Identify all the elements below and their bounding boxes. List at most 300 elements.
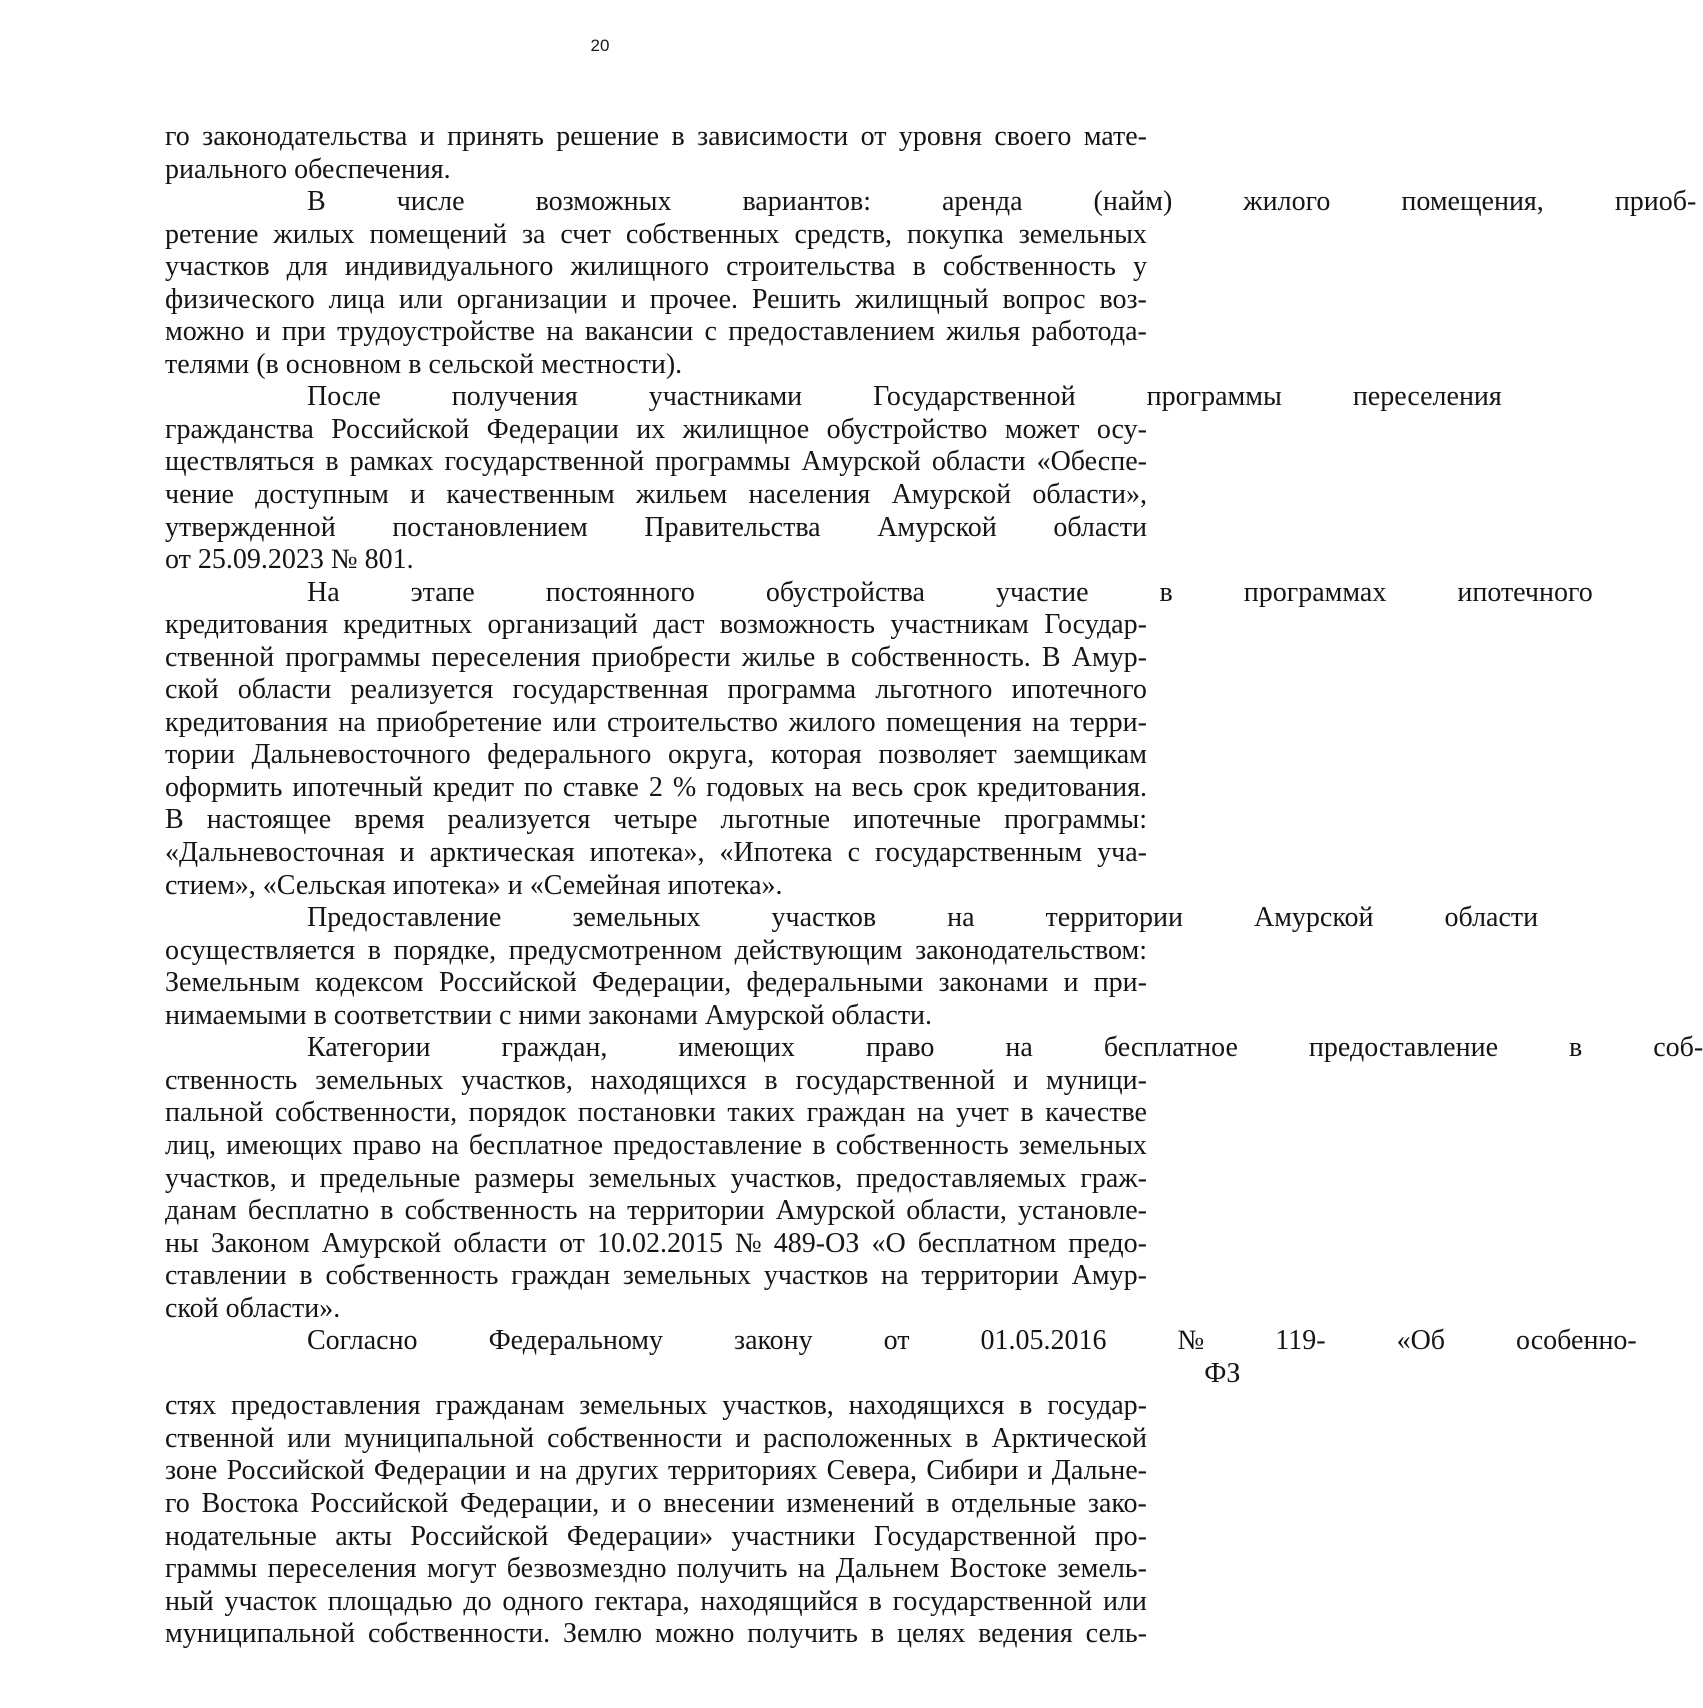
word: весь (851, 771, 904, 803)
word: Предоставление (307, 902, 502, 934)
word: ретение (165, 218, 259, 250)
word: государственной (892, 1585, 1093, 1617)
word: На (307, 576, 340, 608)
word: переселения (267, 1553, 417, 1585)
word: находящийся (700, 1585, 858, 1617)
text-line (165, 902, 1539, 935)
word: этапе (410, 576, 475, 608)
word: на (1032, 706, 1060, 738)
word: ипотечного (1457, 576, 1593, 608)
word: своего (994, 121, 1072, 152)
word: прочее. (649, 283, 738, 315)
text-line (165, 609, 1147, 642)
word: земельных (1018, 1129, 1147, 1161)
word: Востоке (949, 1553, 1047, 1585)
word: зоне (165, 1455, 218, 1487)
word: № (735, 1227, 762, 1259)
word: области (1053, 511, 1147, 543)
word: и (255, 316, 271, 348)
word: безвозмездно (506, 1553, 667, 1585)
word: ипотечный (292, 771, 423, 803)
text-line (165, 837, 1147, 870)
word: в (826, 641, 840, 673)
text-line: стием», «Сельская ипотека» и «Семейная ипотека». (165, 869, 783, 901)
word: го (165, 1487, 190, 1519)
word: земельных (315, 1064, 444, 1096)
word: программы (655, 446, 791, 478)
text-line: от 25.09.2023 № 801. (165, 544, 414, 576)
word: на (917, 1097, 945, 1129)
word: участок (224, 1585, 317, 1617)
word: Государ- (1044, 609, 1147, 641)
word: бесплатное (468, 1129, 604, 1161)
word: Федерации (486, 413, 619, 445)
word: доступным (255, 479, 389, 511)
word: муници- (1045, 1064, 1147, 1096)
text-line (165, 316, 1147, 349)
paragraph-far-east-hectare (165, 1325, 1637, 1650)
word: на (431, 1129, 459, 1161)
word: возможность (719, 609, 876, 641)
word: земель- (1057, 1553, 1147, 1585)
word: вопрос (1002, 283, 1086, 315)
word: земельных (579, 1390, 708, 1422)
word: граждан (806, 1097, 906, 1129)
word: в (671, 121, 685, 152)
word: кредитных (343, 609, 473, 641)
word: граммы (165, 1553, 258, 1585)
word: программы: (1004, 804, 1147, 836)
word: программы (1146, 381, 1282, 413)
word: кредитования. (977, 771, 1147, 803)
word: покупка (906, 218, 1004, 250)
document-body (165, 121, 1703, 1651)
word: осуществляется (165, 934, 356, 966)
word: трудоустройстве (337, 316, 535, 348)
word: физического (165, 283, 315, 315)
word: муниципальной (165, 1618, 356, 1650)
text-line (165, 935, 1147, 968)
word: порядок (468, 1097, 567, 1129)
word: при (281, 316, 326, 348)
word: приоб- (1614, 186, 1697, 218)
word: в (965, 1422, 979, 1454)
word: ипотечного (1011, 674, 1147, 706)
word: Амур- (1071, 1260, 1147, 1292)
word: жилищный (854, 283, 989, 315)
word: целях (896, 1618, 966, 1650)
word: Российской (226, 1455, 365, 1487)
word: ставлении (165, 1260, 287, 1292)
text-line (165, 381, 1502, 414)
word: программа (727, 674, 857, 706)
word: участков, (722, 1390, 834, 1422)
word: Амурской (1253, 902, 1374, 934)
word: Российской (310, 1487, 449, 1519)
text-line (165, 576, 1593, 610)
word: № (1177, 1325, 1205, 1357)
word: законодательства (202, 121, 408, 152)
text-line (165, 1521, 1147, 1554)
word: программах (1243, 576, 1387, 608)
word: участков, (165, 1162, 277, 1194)
word: получить (747, 1618, 858, 1650)
word: и (1027, 1455, 1043, 1487)
word: области (453, 1227, 547, 1259)
word: участков (165, 251, 270, 283)
word: Федерации (373, 1455, 507, 1487)
word: настоящее (206, 804, 332, 836)
word: жилого (1243, 186, 1331, 218)
word: земельных (622, 1260, 752, 1292)
word: законодательством: (915, 934, 1147, 966)
text-line (165, 967, 1147, 1000)
word: собственности (547, 1422, 723, 1454)
word: в (1159, 576, 1173, 608)
word: можно (165, 316, 245, 348)
word: участники (731, 1520, 856, 1552)
word: земельных (1018, 218, 1147, 250)
text-line: телями (в основном в сельской местности). (165, 348, 683, 380)
word: ипотека», (589, 837, 705, 869)
text-line (165, 121, 1147, 154)
text-line (165, 1423, 1147, 1456)
word: территориях (668, 1455, 818, 1487)
word: «Об (1396, 1325, 1446, 1357)
word: переселения (431, 641, 581, 673)
word: организаций (487, 609, 638, 641)
word: жилье (741, 641, 816, 673)
word: В (307, 186, 326, 218)
word: государственным (875, 837, 1083, 869)
word: Востока (201, 1487, 299, 1519)
word: предоставление (613, 1129, 803, 1161)
word: ставке (562, 771, 639, 803)
word: жильем (635, 479, 728, 511)
word: зависимости (697, 121, 849, 152)
word: в (870, 1618, 885, 1650)
word: Амурской (801, 446, 921, 478)
text-line (165, 804, 1147, 837)
word: у (1132, 251, 1147, 283)
word: Согласно (307, 1325, 418, 1357)
word: 2 (648, 771, 663, 803)
word: аренда (942, 186, 1023, 218)
word: В (1041, 641, 1061, 673)
word: ведения (978, 1618, 1073, 1650)
text-line (165, 772, 1147, 805)
paragraph-housing-options (165, 186, 1697, 381)
word: участков (763, 1260, 869, 1292)
word: области (1444, 902, 1539, 934)
word: участниками (648, 381, 803, 413)
word: «Ипотека (719, 837, 833, 869)
text-line (165, 674, 1147, 707)
word: области», (1032, 479, 1147, 511)
word: в (868, 1585, 882, 1617)
word: за (521, 218, 546, 250)
text-line (165, 1195, 1147, 1228)
word: Землю (562, 1618, 643, 1650)
word: и (610, 1487, 626, 1519)
text-line (165, 446, 1147, 479)
word: Российской (438, 967, 577, 999)
word: Федерации» (566, 1520, 714, 1552)
paragraph-continuation (165, 121, 1147, 186)
word: или (287, 1422, 332, 1454)
word: предо- (1068, 1227, 1147, 1259)
word: собственности. (367, 1618, 551, 1650)
word: кодексом (315, 967, 424, 999)
word: Федерации, (460, 1487, 600, 1519)
text-line (165, 1455, 1147, 1488)
word: Федеральному (488, 1325, 664, 1357)
text-line (165, 1553, 1147, 1586)
word: государственная (512, 674, 709, 706)
word: жилья (946, 316, 1021, 348)
word: и (620, 283, 636, 315)
word: ипотечные (853, 804, 982, 836)
word: на (947, 902, 975, 934)
word: на (588, 1195, 617, 1227)
text-line (165, 284, 1147, 317)
word: законами (938, 967, 1049, 999)
word: от (860, 121, 887, 152)
word: ществляться (165, 446, 315, 478)
word: пальной (165, 1097, 264, 1129)
word: ственной (165, 641, 275, 673)
word: внесении (663, 1487, 775, 1519)
word: Амур- (1071, 641, 1147, 673)
word: право (352, 1129, 422, 1161)
word: предоставляемых (856, 1162, 1067, 1194)
word: в (912, 251, 926, 283)
word: участков, (461, 1064, 573, 1096)
word: получить (676, 1553, 788, 1585)
word: постановки (577, 1097, 716, 1129)
word: муниципальной (344, 1422, 535, 1454)
page-number: 20 (590, 36, 610, 55)
word: соб- (1653, 1032, 1703, 1064)
word: и (735, 1422, 751, 1454)
word: уча- (1097, 837, 1147, 869)
word: на (539, 1455, 568, 1487)
word: Амурской (891, 479, 1012, 511)
text-line (165, 1228, 1147, 1261)
word: срок (913, 771, 968, 803)
word: предельные (319, 1162, 461, 1194)
word: на (797, 1553, 826, 1585)
word: сель- (1085, 1618, 1147, 1650)
text-line (165, 1325, 1637, 1390)
word: Российской (410, 1520, 549, 1552)
word: в (812, 1129, 826, 1161)
word: ственность (165, 1064, 298, 1096)
word: жилищного (570, 251, 710, 283)
word: установле- (1017, 1195, 1147, 1227)
text-line (165, 1032, 1703, 1065)
word: площадью (327, 1585, 453, 1617)
word: и (399, 837, 415, 869)
word: других (576, 1455, 659, 1487)
word: приобретение (376, 706, 543, 738)
word: отдельные (951, 1487, 1077, 1519)
word: может (1004, 413, 1080, 445)
word: обустройство (826, 413, 988, 445)
text-line: риального обеспечения. (165, 153, 451, 185)
word: области (931, 446, 1026, 478)
text-line (165, 1260, 1147, 1293)
word: на (338, 706, 366, 738)
word: участков (771, 902, 877, 934)
word: обустройства (765, 576, 925, 608)
word: можно (654, 1618, 735, 1650)
word: Амурской (775, 1195, 896, 1227)
word: оформить (165, 771, 283, 803)
word: собственность (942, 251, 1116, 283)
word: Государственной (873, 1520, 1077, 1552)
word: предусмотренном (508, 934, 723, 966)
word: ный (165, 1585, 214, 1617)
word: и (419, 121, 435, 152)
word: или (1102, 1585, 1147, 1617)
word: от (883, 1325, 910, 1357)
word: ской (165, 674, 219, 706)
word: находящихся (848, 1390, 1005, 1422)
word: решение (556, 121, 660, 152)
word: о (637, 1487, 652, 1519)
word: на (881, 1260, 909, 1292)
word: населения (748, 479, 871, 511)
word: до (463, 1585, 492, 1617)
word: помещения, (1401, 186, 1544, 218)
word: «О (871, 1227, 906, 1259)
word: округа, (668, 739, 755, 771)
word: рамках (349, 446, 434, 478)
word: право (865, 1032, 935, 1064)
word: собственных (625, 218, 780, 250)
text-line (165, 1065, 1147, 1098)
word: с (847, 837, 861, 869)
word: вакансии (584, 316, 694, 348)
paragraph-mortgage-programs (165, 576, 1593, 902)
word: одного (502, 1585, 584, 1617)
word: зако- (1087, 1487, 1147, 1519)
word: ственной (165, 1422, 275, 1454)
text-line (165, 1488, 1147, 1521)
text-line (165, 739, 1147, 772)
word: по (523, 771, 553, 803)
word: Арктической (991, 1422, 1147, 1454)
word: федерального (487, 739, 652, 771)
word: предоставлением (728, 316, 935, 348)
word: терри- (1070, 706, 1147, 738)
word: кредитования (165, 706, 328, 738)
word: собственность (835, 1129, 1009, 1161)
word: гражданам (435, 1390, 565, 1422)
word: постановлением (392, 511, 588, 543)
word: Земельным (165, 967, 300, 999)
text-line (165, 707, 1147, 740)
word: уровня (898, 121, 982, 152)
word: индивидуального (344, 251, 554, 283)
word: про- (1094, 1520, 1147, 1552)
word: Категории (307, 1032, 431, 1064)
word: имеющих (678, 1032, 795, 1064)
word: собственность (404, 1195, 578, 1227)
word: области, (906, 1195, 1007, 1227)
word: воз- (1099, 283, 1147, 315)
word: получения (451, 381, 578, 413)
word: 10.02.2015 (596, 1227, 723, 1259)
word: чение (165, 479, 234, 511)
word: даст (653, 609, 705, 641)
word: реализуется (350, 674, 494, 706)
word: данам (165, 1195, 237, 1227)
word: счет (560, 218, 611, 250)
word: для (286, 251, 328, 283)
word: бесплатно (247, 1195, 370, 1227)
word: осу- (1096, 413, 1147, 445)
text-line (165, 219, 1147, 252)
word: помещения (886, 706, 1022, 738)
word: гектара, (594, 1585, 690, 1617)
word: 119-ФЗ (1204, 1325, 1326, 1389)
word: помещений (369, 218, 508, 250)
paragraph-regional-program (165, 381, 1502, 576)
word: государ- (1047, 1390, 1147, 1422)
word: заемщикам (1013, 739, 1147, 771)
word: жилого (788, 706, 876, 738)
word: переселения (1352, 381, 1502, 413)
word: В (165, 804, 184, 836)
word: строительство (606, 706, 779, 738)
word: граждан (511, 1260, 611, 1292)
word: расположенных (763, 1422, 953, 1454)
word: собственность (325, 1260, 499, 1292)
word: мате- (1083, 121, 1147, 152)
word: собственность. (850, 641, 1031, 673)
word: и (1063, 967, 1079, 999)
word: в (299, 1260, 313, 1292)
word: и (410, 479, 426, 511)
word: льготного (875, 674, 993, 706)
word: Правительства (644, 511, 821, 543)
word: и (1013, 1064, 1029, 1096)
text-line (165, 1163, 1147, 1196)
word: граждан, (501, 1032, 608, 1064)
word: на (1005, 1032, 1033, 1064)
word: постоянного (545, 576, 695, 608)
word: 01.05.2016 (980, 1325, 1107, 1357)
word: изменений (786, 1487, 915, 1519)
word: Решить (751, 283, 842, 315)
text-line (165, 186, 1697, 219)
word: стях (165, 1390, 217, 1422)
word: порядке, (393, 934, 497, 966)
word: Дальне- (1051, 1455, 1147, 1487)
word: территории (1045, 902, 1183, 934)
word: в (926, 1487, 940, 1519)
word: качестве (1045, 1097, 1147, 1129)
word: позволяет (878, 739, 997, 771)
word: кредит (432, 771, 514, 803)
word: работода- (1031, 316, 1147, 348)
word: или (552, 706, 597, 738)
word: время (354, 804, 425, 836)
word: Сибири (926, 1455, 1019, 1487)
word: участие (995, 576, 1089, 608)
